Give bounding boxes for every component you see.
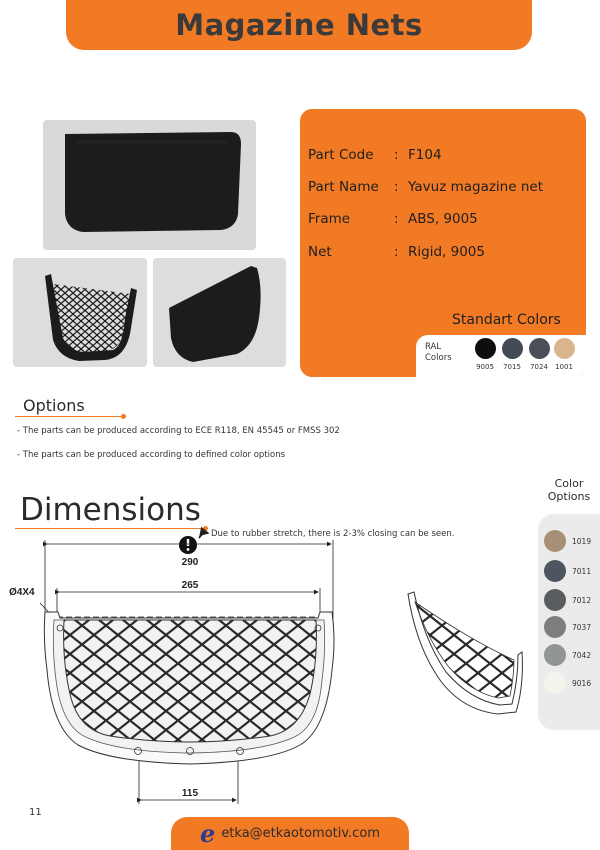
swatch-circle (544, 589, 566, 611)
stretch-note: Due to rubber stretch, there is 2-3% closing can be seen. (211, 529, 455, 539)
options-bullet: - The parts can be produced according to defined color options (17, 450, 286, 460)
color-option-7011 (544, 560, 591, 582)
swatch-circle (544, 616, 566, 638)
info-key: Part Code (308, 147, 374, 163)
info-value: Rigid, 9005 (408, 244, 485, 260)
swatch-code: 7042 (572, 650, 592, 660)
swatch-code: 1019 (572, 536, 592, 546)
swatch-circle (544, 644, 566, 666)
info-key: Part Name (308, 179, 379, 195)
swatch-code: 7011 (572, 566, 592, 576)
page-title: Magazine Nets (175, 8, 423, 42)
info-key: Net (308, 244, 332, 260)
dim-label-inner: 265 (181, 580, 199, 591)
info-key: Frame (308, 211, 351, 227)
ral-label-line1: RAL (425, 342, 442, 352)
info-value: ABS, 9005 (408, 211, 478, 227)
swatch-circle (544, 530, 566, 552)
ral-label-line2: Colors (425, 353, 452, 363)
color-options-panel (538, 514, 600, 730)
info-sep: : (394, 179, 399, 195)
color-option-7012 (544, 589, 591, 611)
footer-bar (171, 817, 409, 850)
warning-icon (179, 533, 208, 554)
dim-label-overall: 290 (181, 557, 199, 568)
swatch-code: 7037 (572, 622, 592, 632)
color-option-1019 (544, 530, 591, 552)
color-option-7037 (544, 616, 591, 638)
info-sep: : (394, 211, 399, 227)
color-option-7042 (544, 644, 591, 666)
dimensions-title: Dimensions (20, 492, 201, 528)
swatch-code: 1001 (555, 363, 573, 371)
net-frame-outline (44, 612, 334, 764)
contact-email[interactable]: etka@etkaotomotiv.com (221, 826, 380, 841)
dim-label-hole: Ø4X4 (9, 587, 35, 598)
swatch-code: 7012 (572, 595, 592, 605)
swatch-code: 9005 (476, 363, 494, 371)
color-options-title (538, 477, 600, 503)
options-bullet: - The parts can be produced according to ECE R118, EN 45545 or FMSS 302 (17, 426, 340, 436)
options-title: Options (23, 396, 85, 415)
page-number: 11 (29, 807, 42, 818)
swatch-circle (544, 560, 566, 582)
color-options-title-line1: Color (554, 477, 584, 490)
info-value: F104 (408, 147, 442, 163)
dim-label-bottom: 115 (181, 788, 199, 799)
color-options-title-line2: Options (547, 490, 591, 503)
info-sep: : (394, 244, 399, 260)
etka-logo-icon: e (200, 818, 216, 848)
swatch-code: 9016 (572, 678, 592, 688)
color-option-9016 (544, 672, 591, 694)
standard-colors-title: Standart Colors (452, 312, 561, 328)
swatch-code: 7015 (503, 363, 521, 371)
isometric-drawing (408, 592, 522, 714)
swatch-code: 7024 (530, 363, 548, 371)
info-sep: : (394, 147, 399, 163)
swatch-circle (544, 672, 566, 694)
info-value: Yavuz magazine net (408, 179, 543, 195)
